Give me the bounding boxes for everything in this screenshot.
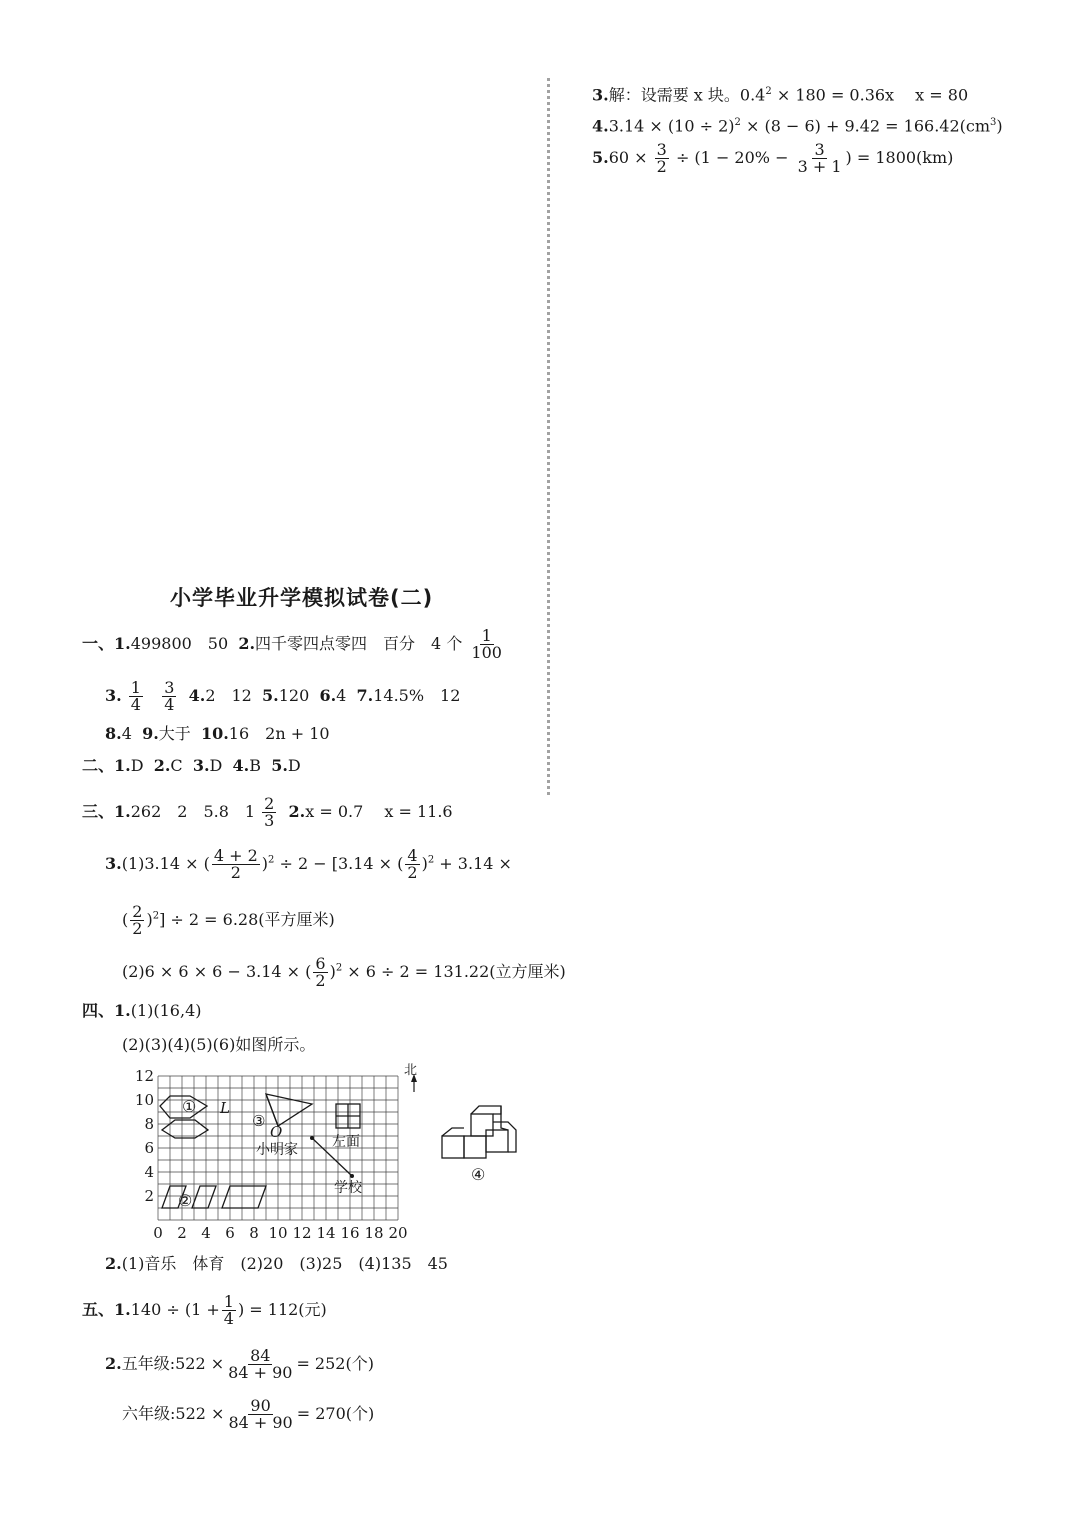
x-tick-label: 0 [153,1224,163,1242]
answer-r3: 3.解：设需要 x 块。$0.4^2 \times 180 = 0.36x$ x = 80 [592,85,969,105]
x-tick-label: 20 [388,1224,408,1242]
s1-line3: 8.4 9.大于 10.16 2n + 10 [105,724,330,743]
s5-line1: 五、1.140 ÷ (1 + $\frac{1}{4}$ ) = 112(元) [82,1292,327,1328]
label-2: ② [178,1191,193,1210]
label-3: ③ [252,1112,266,1130]
s1-line1: 一、1.499800 50 2.四千零四点零四 百分 4 个 $\frac{1}{100}$ [82,626,502,662]
y-tick-label: 10 [134,1091,154,1109]
shape-2-enlarged [222,1186,266,1208]
s4-line3: 2.(1)音乐 体育 (2)20 (3)25 (4)135 45 [105,1254,448,1273]
x-tick-label: 4 [201,1224,211,1242]
shape-2-copy [192,1186,216,1208]
school-label: 学校 [334,1180,362,1196]
s3-line3: ( $\frac{2}{2}$ )$^2$] ÷ 2 = 6.28(平方厘米) [122,902,335,938]
cube-face [442,1136,464,1158]
x-tick-label: 14 [316,1224,336,1242]
label-O: O [270,1123,283,1141]
coordinate-grid [130,1062,430,1248]
column-divider [547,78,550,798]
x-tick-label: 10 [268,1224,288,1242]
cube-figure [435,1100,525,1184]
fraction: $\frac{90}{84 + 90}$ [228,1396,293,1432]
cube-edge [493,1122,516,1152]
fraction: $\frac{1}{4}$ [223,1292,234,1328]
north-label: 北 [404,1063,418,1078]
x-tick-label: 6 [225,1224,235,1242]
cube-face [464,1136,486,1158]
fraction: $\frac{1}{100}$ [471,626,502,662]
rotation-line [266,1094,278,1126]
s4-line2: (2)(3)(4)(5)(6)如图所示。 [122,1035,316,1054]
s3-line4: (2)6 × 6 × 6 − 3.14 × ( $\frac{6}{2}$ )$^2$ × 6 ÷ 2 = 131.22(立方厘米) [122,954,566,990]
label-4: ④ [471,1165,486,1184]
x-tick-label: 16 [340,1224,360,1242]
cube-face [471,1114,493,1136]
s4-line1: 四、1.(1)(16,4) [82,1001,202,1020]
x-tick-label: 2 [177,1224,187,1242]
y-tick-label: 4 [144,1163,154,1181]
s1-line2: 3. $\frac{1}{4}$ $\frac{3}{4}$ 4.2 12 5.120 6.4 7.14.5% 12 [105,678,461,714]
s3-line2: 3.(1)3.14 × ( $\frac{4 + 2}{2}$ )$^2$ ÷ 2 − [3.14 × ( $\frac{4}{2}$ )$^2$ + 3.14 × [105,846,512,882]
fraction: $\frac{4}{2}$ [407,846,418,882]
fraction: $\frac{2}{2}$ [132,902,143,938]
home-label: 小明家 [256,1142,298,1158]
y-tick-label: 2 [144,1187,154,1205]
s5-line3: 六年级:522 × $\frac{90}{84 + 90}$ = 270(个) [122,1396,375,1432]
fraction: $\frac{6}{2}$ [315,954,326,990]
cube-edge [471,1106,501,1114]
x-tick-label: 12 [292,1224,312,1242]
cube-face [486,1130,508,1152]
page-title: 小学毕业升学模拟试卷(二) [170,586,434,610]
fraction: $\frac{4 + 2}{2}$ [213,846,258,882]
school-point [350,1174,354,1178]
fraction: $\frac{1}{4}$ [130,678,141,714]
triangle-3 [266,1094,312,1126]
cube-edge [501,1106,508,1130]
y-tick-label: 8 [144,1115,154,1133]
y-tick-label: 12 [134,1067,154,1085]
s2-line: 二、1.D 2.C 3.D 4.B 5.D [82,756,301,775]
cube-edge [442,1128,464,1136]
label-L: L [220,1099,230,1117]
x-tick-label: 8 [249,1224,259,1242]
fraction: $\frac{2}{3}$ [264,794,275,830]
home-point [310,1136,314,1140]
s3-line1: 三、1.262 2 5.8 1 $\frac{2}{3}$ 2.x = 0.7 x = 11.6 [82,794,453,830]
label-1: ① [182,1097,197,1116]
x-tick-label: 18 [364,1224,384,1242]
s5-line2: 2.五年级:522 × $\frac{84}{84 + 90}$ = 252(个) [105,1346,374,1382]
fraction: $\frac{3}{4}$ [164,678,175,714]
answer-r5: 5.60 × $\frac{3}{2}$ ÷ (1 − 20% − $\frac{3}{3 + 1}$ ) = 1800(km) [592,140,954,176]
fraction: $\frac{84}{84 + 90}$ [228,1346,293,1382]
shape-1-image [162,1120,208,1138]
left-view-label: 左面 [332,1134,360,1150]
answer-r4: $4.3.14 \times (10 \div 2)^2 \times (8 - 6) + 9.42 = 166.42(cm^3)$ [592,116,1003,136]
fraction: $\frac{3}{3 + 1}$ [797,140,842,176]
y-tick-label: 6 [144,1139,154,1157]
fraction: $\frac{3}{2}$ [656,140,667,176]
